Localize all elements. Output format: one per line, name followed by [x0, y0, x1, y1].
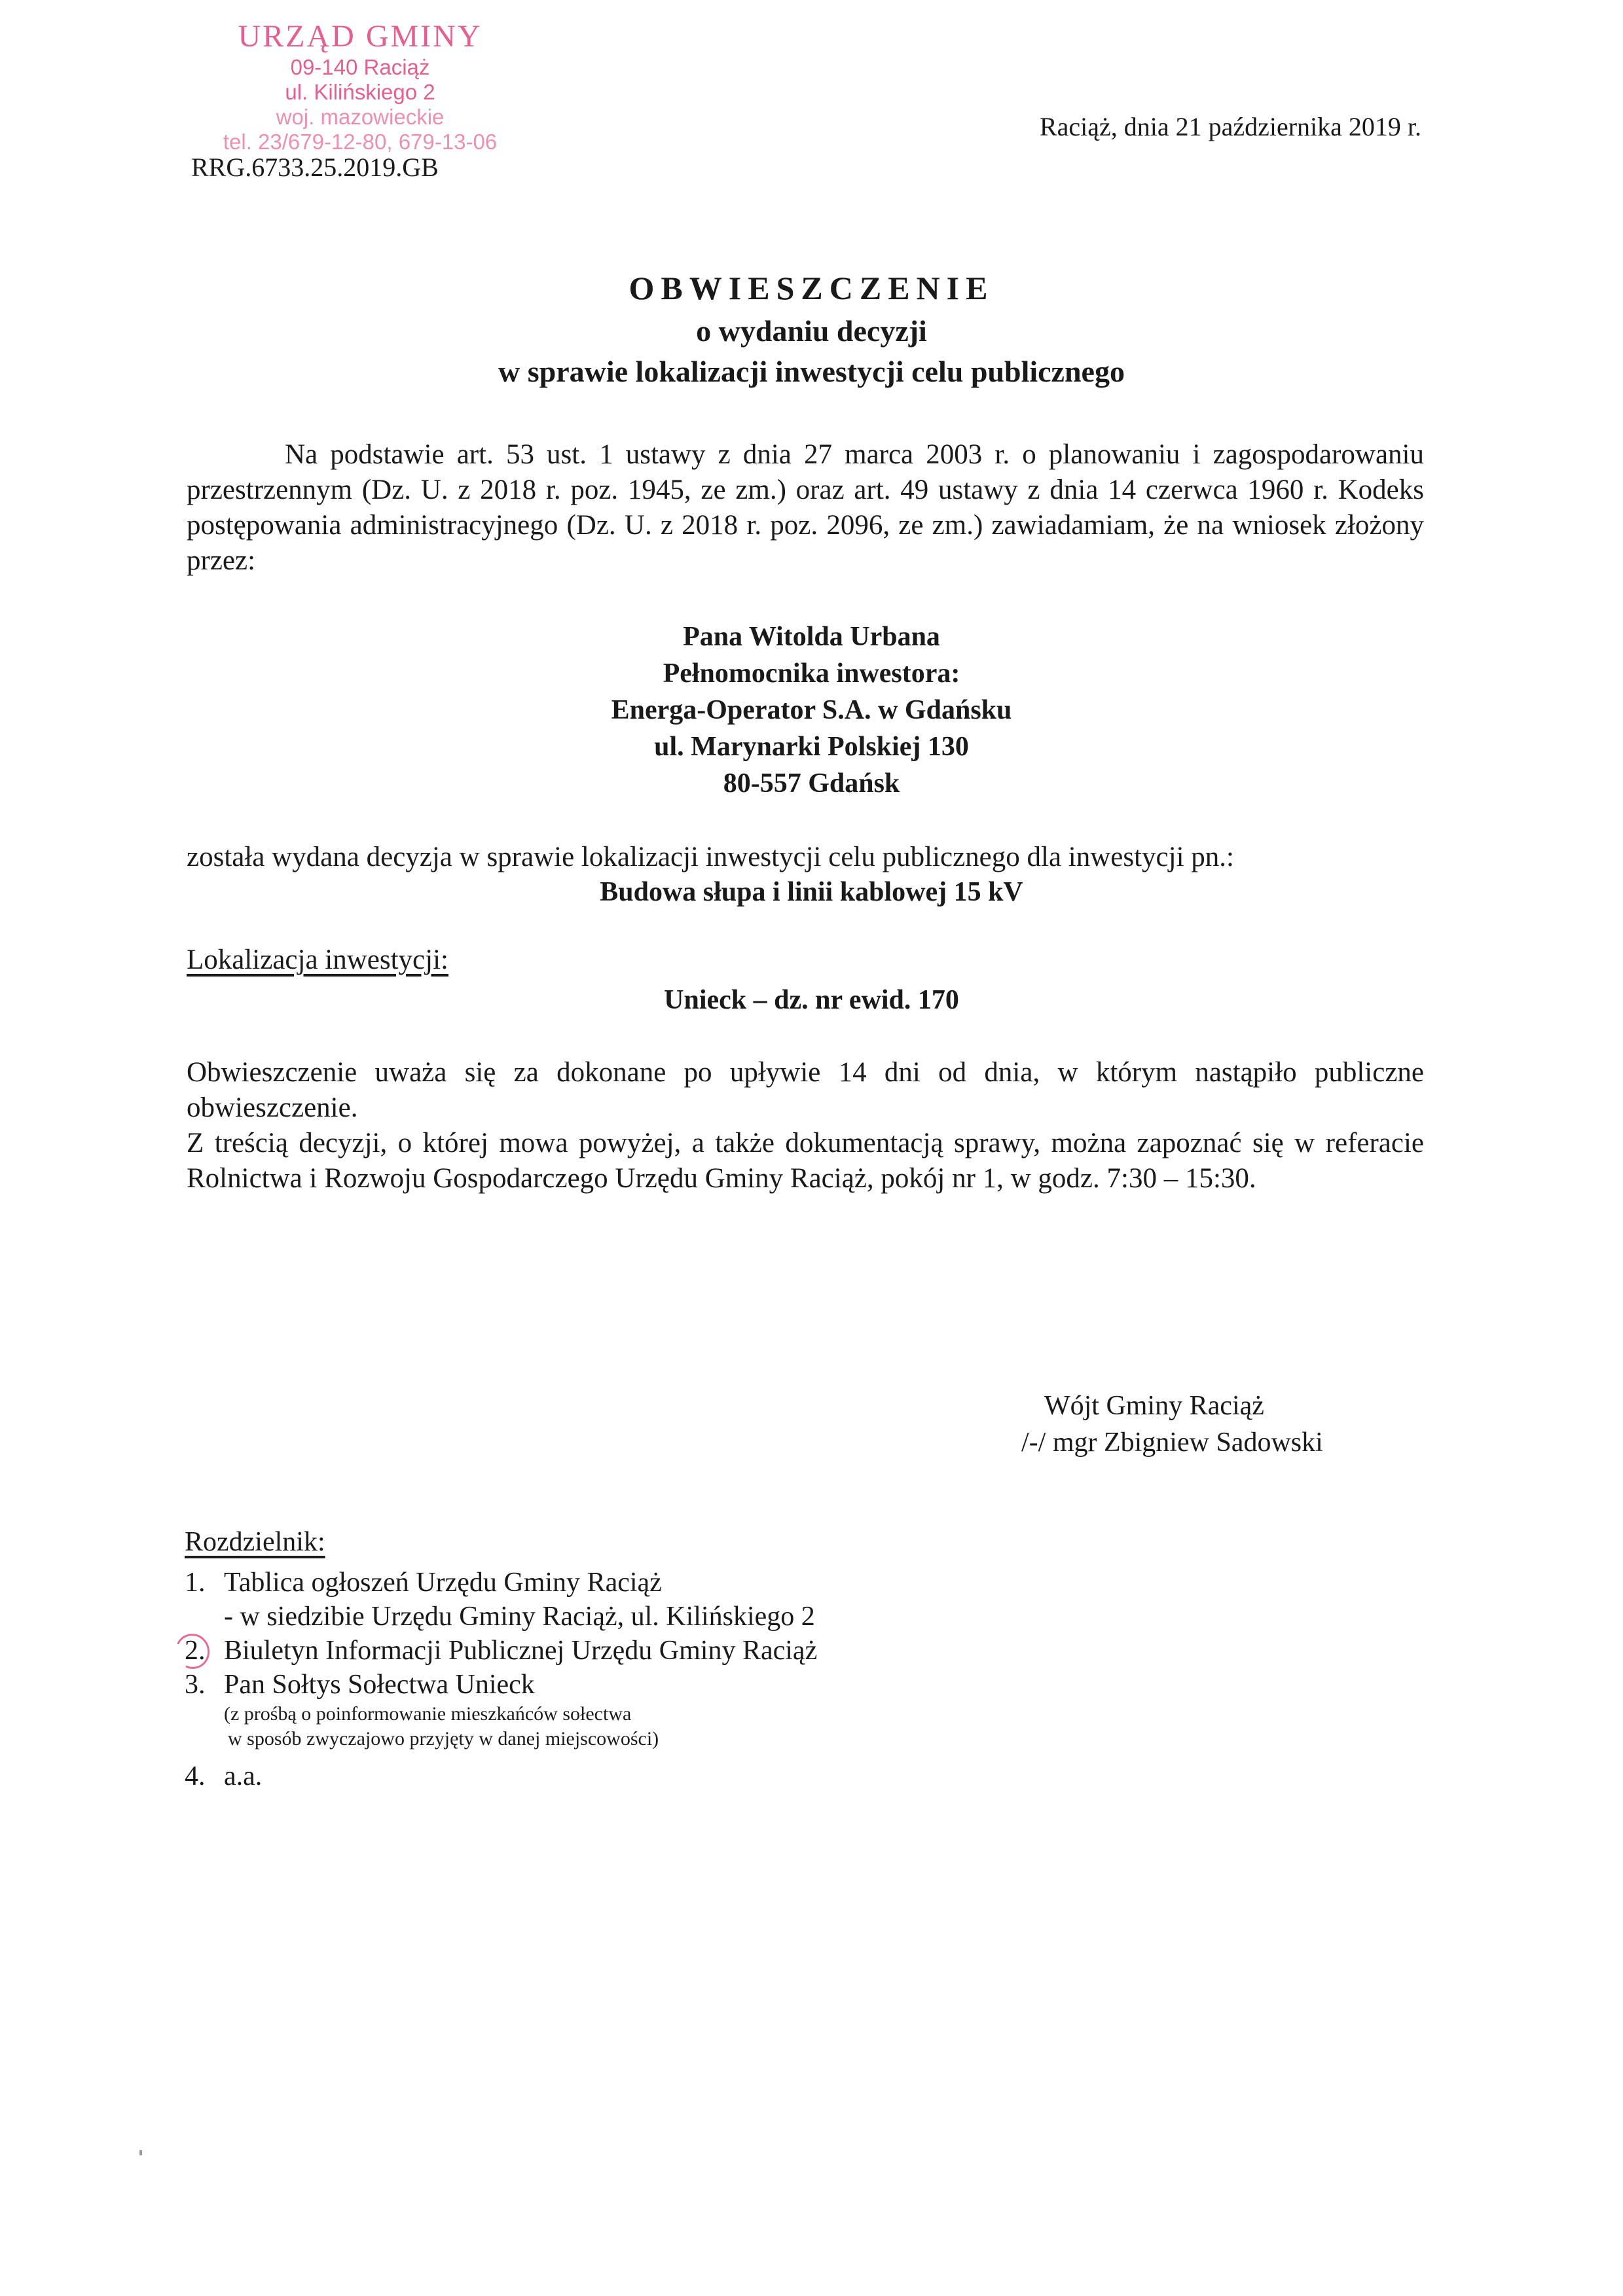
distribution-item: [185, 1634, 817, 1668]
location-value: Unieck – dz. nr ewid. 170: [664, 985, 959, 1015]
document-title: OBWIESZCZENIE: [629, 270, 994, 306]
office-stamp: [177, 18, 543, 154]
item-note-1: (z prośbą o poinformowanie mieszkańców sołectwa: [224, 1703, 632, 1725]
stamp-phone: tel. 23/679-12-80, 679-13-06: [223, 130, 498, 154]
stamp-street: ul. Kilińskiego 2: [285, 80, 435, 104]
item-text: Tablica ogłoszeń Urzędu Gminy Raciąż: [224, 1568, 662, 1598]
handwritten-circle-mark: [170, 1629, 214, 1674]
applicant-city: 80-557 Gdańsk: [723, 768, 900, 798]
location-label-row: [187, 942, 1424, 978]
investment-name: Budowa słupa i linii kablowej 15 kV: [600, 877, 1023, 907]
document-subtitle-2: w sprawie lokalizacji inwestycji celu publicznego: [498, 355, 1125, 388]
item-number-text: 2.: [185, 1636, 206, 1666]
item-number: 1.: [185, 1568, 206, 1598]
scan-speck: [139, 2150, 142, 2155]
signatory-title: Wójt Gminy Raciąż: [1044, 1391, 1264, 1421]
distribution-label: Rozdzielnik:: [185, 1527, 325, 1557]
intro-text: Na podstawie art. 53 ust. 1 ustawy z dnia 27 marca 2003 r. o planowaniu i zagospodarowaniu przestrzennym (Dz. U. z 2018 r. poz. 1945, ze zm.) oraz art. 49 ustawy z dnia 14 czerwca 1960 r. Kodeks postępowania administracyjnego (Dz. U. z 2018 r. poz. 2096, ze zm.) zawiadamiam, że na wniosek złożony przez:: [187, 439, 1424, 576]
applicant-role: Pełnomocnika inwestora:: [663, 658, 960, 689]
item-note-2: w sposób zwyczajowo przyjęty w danej miejscowości): [228, 1728, 659, 1749]
item-number: [185, 1634, 206, 1668]
applicant-company: Energa-Operator S.A. w Gdańsku: [611, 695, 1012, 725]
item-text: a.a.: [224, 1761, 263, 1791]
document-title-block: [0, 265, 1623, 392]
decision-text: została wydana decyzja w sprawie lokalizacji inwestycji celu publicznego dla inwestycji pn.:: [187, 842, 1234, 872]
applicant-street: ul. Marynarki Polskiej 130: [654, 732, 969, 762]
stamp-title: URZĄD GMINY: [238, 19, 483, 54]
distribution-item: [185, 1668, 817, 1751]
item-subtext: - w siedzibie Urzędu Gminy Raciąż, ul. Kilińskiego 2: [224, 1602, 815, 1632]
item-number: 4.: [185, 1761, 206, 1791]
closing-paragraph-1: Obwieszczenie uważa się za dokonane po upływie 14 dni od dnia, w którym nastąpiło publiczne obwieszczenie.: [187, 1057, 1424, 1123]
applicant-name: Pana Witolda Urbana: [683, 622, 940, 652]
item-number: 3.: [185, 1670, 206, 1700]
distribution-item: [185, 1759, 817, 1793]
location-label: Lokalizacja inwestycji:: [187, 944, 448, 975]
signature-block: [1021, 1388, 1440, 1461]
intro-paragraph: [187, 437, 1424, 579]
item-text: Pan Sołtys Sołectwa Unieck: [224, 1670, 535, 1700]
place-and-date: Raciąż, dnia 21 października 2019 r.: [1039, 112, 1421, 141]
reference-number: RRG.6733.25.2019.GB: [191, 152, 439, 182]
distribution-item: [185, 1566, 817, 1634]
stamp-postcode-city: 09-140 Raciąż: [290, 55, 430, 79]
signatory-name: /-/ mgr Zbigniew Sadowski: [1021, 1427, 1323, 1458]
applicant-block: [0, 619, 1623, 802]
stamp-voivodeship: woj. mazowieckie: [276, 105, 445, 129]
distribution-list: [185, 1525, 817, 1793]
item-text: Biuletyn Informacji Publicznej Urzędu Gminy Raciąż: [224, 1636, 818, 1666]
document-subtitle-1: o wydaniu decyzji: [696, 314, 927, 348]
closing-paragraph-2: Z treścią decyzji, o której mowa powyżej, a także dokumentacją sprawy, można zapoznać się w referacie Rolnictwa i Rozwoju Gospodarczego Urzędu Gminy Raciąż, pokój nr 1, w godz. 7:30 – 15:30.: [187, 1128, 1424, 1194]
